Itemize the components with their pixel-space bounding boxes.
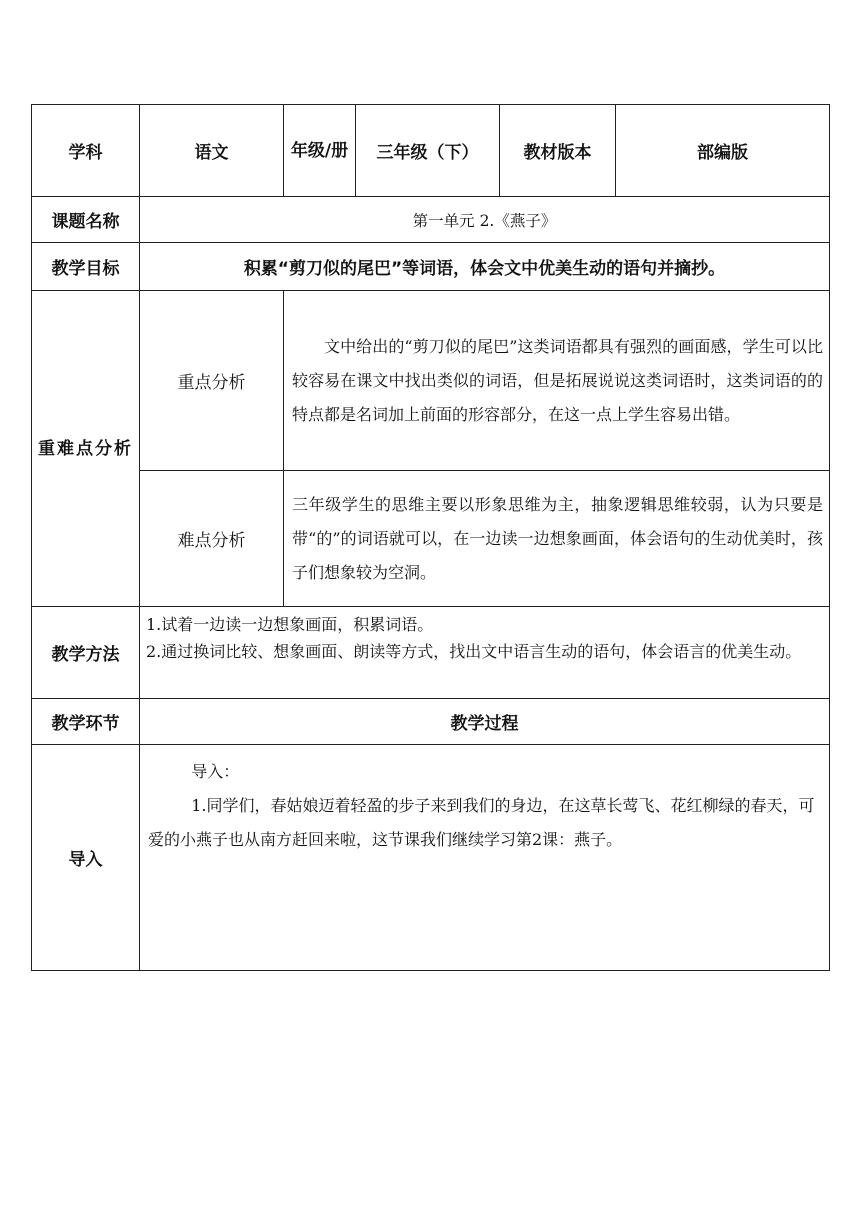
intro-row bbox=[32, 745, 830, 971]
lesson-label: 课题名称 bbox=[32, 197, 140, 243]
objective-label: 教学目标 bbox=[32, 243, 140, 291]
process-header-row bbox=[32, 699, 830, 745]
method-item: 2.通过换词比较、想象画面、朗读等方式，找出文中语言生动的语句，体会语言的优美生动。 bbox=[146, 642, 802, 661]
lesson-plan-table bbox=[31, 104, 830, 971]
subject-label: 学科 bbox=[32, 105, 140, 197]
intro-content bbox=[140, 745, 830, 971]
textbook-value: 部编版 bbox=[616, 105, 830, 197]
lesson-title: 第一单元 2.《燕子》 bbox=[140, 197, 830, 243]
stage-label: 教学环节 bbox=[32, 699, 140, 745]
lesson-row bbox=[32, 197, 830, 243]
difficult-point-row bbox=[32, 471, 830, 607]
key-point-label: 重点分析 bbox=[140, 291, 284, 471]
header-row bbox=[32, 105, 830, 197]
method-list bbox=[140, 607, 830, 699]
difficult-point-label: 难点分析 bbox=[140, 471, 284, 607]
key-point-text: 文中给出的“剪刀似的尾巴”这类词语都具有强烈的画面感，学生可以比较容易在课文中找出类似的词语，但是拓展说说这类词语时，这类词语的的特点都是名词加上前面的形容部分，在这一点上学生容易出错。 bbox=[284, 291, 830, 471]
grade-value: 三年级（下） bbox=[356, 105, 500, 197]
method-row bbox=[32, 607, 830, 699]
method-label: 教学方法 bbox=[32, 607, 140, 699]
textbook-label: 教材版本 bbox=[500, 105, 616, 197]
objective-text: 积累“剪刀似的尾巴”等词语，体会文中优美生动的语句并摘抄。 bbox=[140, 243, 830, 291]
objective-row bbox=[32, 243, 830, 291]
method-item: 1.试着一边读一边想象画面，积累词语。 bbox=[146, 615, 434, 634]
subject-value: 语文 bbox=[140, 105, 284, 197]
difficult-point-text: 三年级学生的思维主要以形象思维为主，抽象逻辑思维较弱，认为只要是带“的”的词语就可以，在一边读一边想象画面，体会语句的生动优美时，孩子们想象较为空洞。 bbox=[284, 471, 830, 607]
intro-heading: 导入： bbox=[191, 762, 240, 781]
intro-label: 导入 bbox=[32, 745, 140, 971]
key-point-row bbox=[32, 291, 830, 471]
intro-paragraph: 1.同学们，春姑娘迈着轻盈的步子来到我们的身边，在这草长莺飞、花红柳绿的春天，可爱的小燕子也从南方赶回来啦，这节课我们继续学习第2课：燕子。 bbox=[148, 796, 815, 849]
analysis-label: 重难点分析 bbox=[32, 291, 140, 607]
process-label: 教学过程 bbox=[140, 699, 830, 745]
grade-label: 年级/册 bbox=[284, 105, 356, 197]
